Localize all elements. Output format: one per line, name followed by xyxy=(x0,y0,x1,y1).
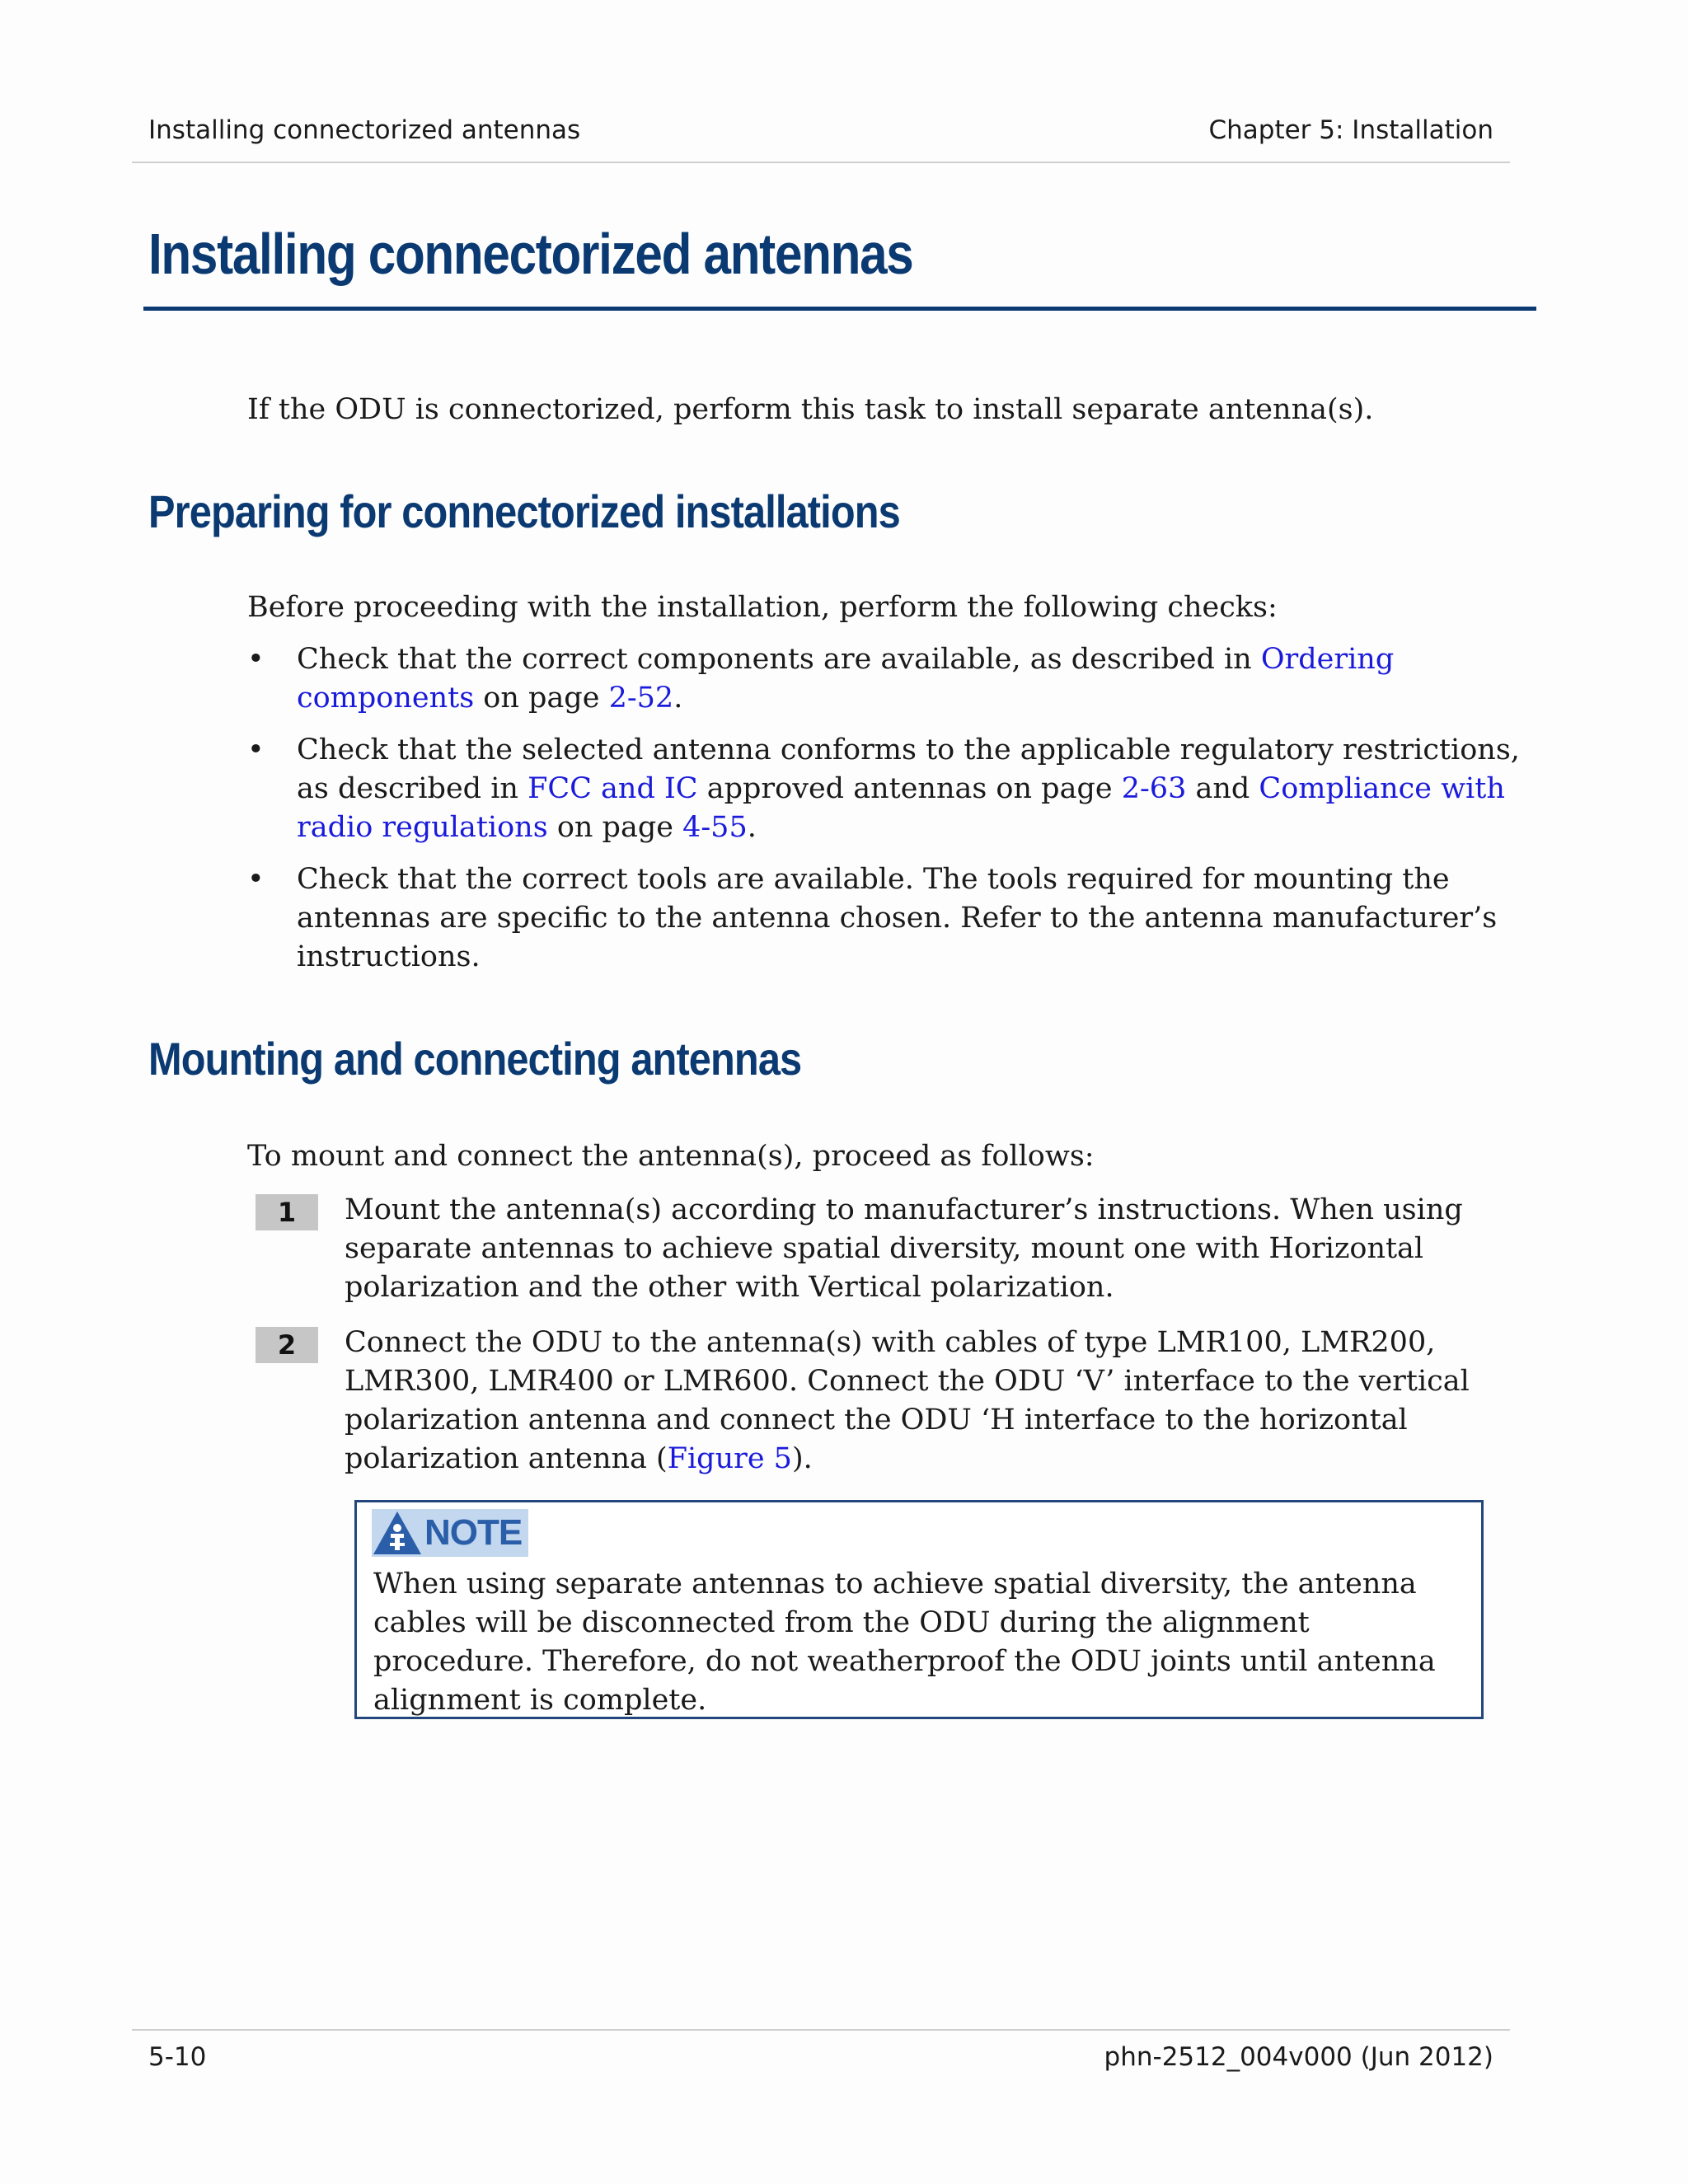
step-text: Connect the ODU to the antenna(s) with cables of type LMR100, LMR200, LMR300, LMR400 or LMR600. Connect the ODU ‘V’ interface to the vertical polarization antenna and connect the ODU ‘H interface to the horizontal polarization antenna (Figure 5). xyxy=(345,1326,1470,1475)
link-figure-5[interactable]: Figure 5 xyxy=(667,1442,792,1475)
list-item: • Check that the correct tools are available. The tools required for mounting the antennas are specific to the antenna chosen. Refer to the antenna manufacturer’s instructions. xyxy=(247,860,1533,977)
page-header xyxy=(132,115,1510,163)
page-footer xyxy=(132,2029,1510,2082)
list-item: • Check that the correct components are available, as described in Ordering components on page 2-52. xyxy=(247,640,1533,718)
step-item xyxy=(256,1324,1533,1479)
step-number: 2 xyxy=(256,1327,318,1363)
link-page-2-52[interactable]: 2-52 xyxy=(608,682,674,715)
step-number: 1 xyxy=(256,1194,318,1230)
title-rule xyxy=(143,307,1536,311)
link-page-2-63[interactable]: 2-63 xyxy=(1121,772,1187,805)
page-title: Installing connectorized antennas xyxy=(148,222,913,286)
intro-paragraph: If the ODU is connectorized, perform this task to install separate antenna(s). xyxy=(247,393,1374,426)
bullet-dot: • xyxy=(247,733,265,766)
mounting-lead: To mount and connect the antenna(s), proceed as follows: xyxy=(247,1140,1095,1173)
bullet-dot: • xyxy=(247,643,265,676)
link-compliance-radio-regulations[interactable]: Compliance with radio regulations xyxy=(297,772,1505,844)
preparing-lead: Before proceeding with the installation, perform the following checks: xyxy=(247,591,1278,624)
header-chapter: Chapter 5: Installation xyxy=(1208,115,1493,145)
header-section-title: Installing connectorized antennas xyxy=(148,115,581,145)
document-id: phn-2512_004v000 (Jun 2012) xyxy=(1104,2042,1493,2072)
note-box xyxy=(354,1500,1484,1719)
link-ordering-components[interactable]: Ordering components xyxy=(297,643,1395,715)
note-text: When using separate antennas to achieve spatial diversity, the antenna cables will be disconnected from the ODU during the alignment procedure. Therefore, do not weatherproof the ODU joints until antenna alignment is complete. xyxy=(373,1568,1436,1717)
note-label: NOTE xyxy=(424,1512,523,1553)
link-fcc-and-ic[interactable]: FCC and IC xyxy=(528,772,698,805)
section-heading-preparing: Preparing for connectorized installations xyxy=(148,485,900,537)
bullet-dot: • xyxy=(247,863,265,896)
section-heading-mounting: Mounting and connecting antennas xyxy=(148,1033,802,1085)
step-item xyxy=(256,1191,1533,1307)
link-page-4-55[interactable]: 4-55 xyxy=(682,811,748,844)
step-text: Mount the antenna(s) according to manufacturer’s instructions. When using separate antennas to achieve spatial diversity, mount one with Horizontal polarization and the other with Vertical polarization. xyxy=(345,1193,1463,1304)
note-header xyxy=(372,1509,528,1557)
warning-person-icon xyxy=(372,1510,423,1556)
page-number: 5-10 xyxy=(148,2042,207,2072)
list-item: • Check that the selected antenna conforms to the applicable regulatory restrictions, as described in FCC and IC approved antennas on page 2-63 and Compliance with radio regulations on page 4-55. xyxy=(247,731,1533,847)
